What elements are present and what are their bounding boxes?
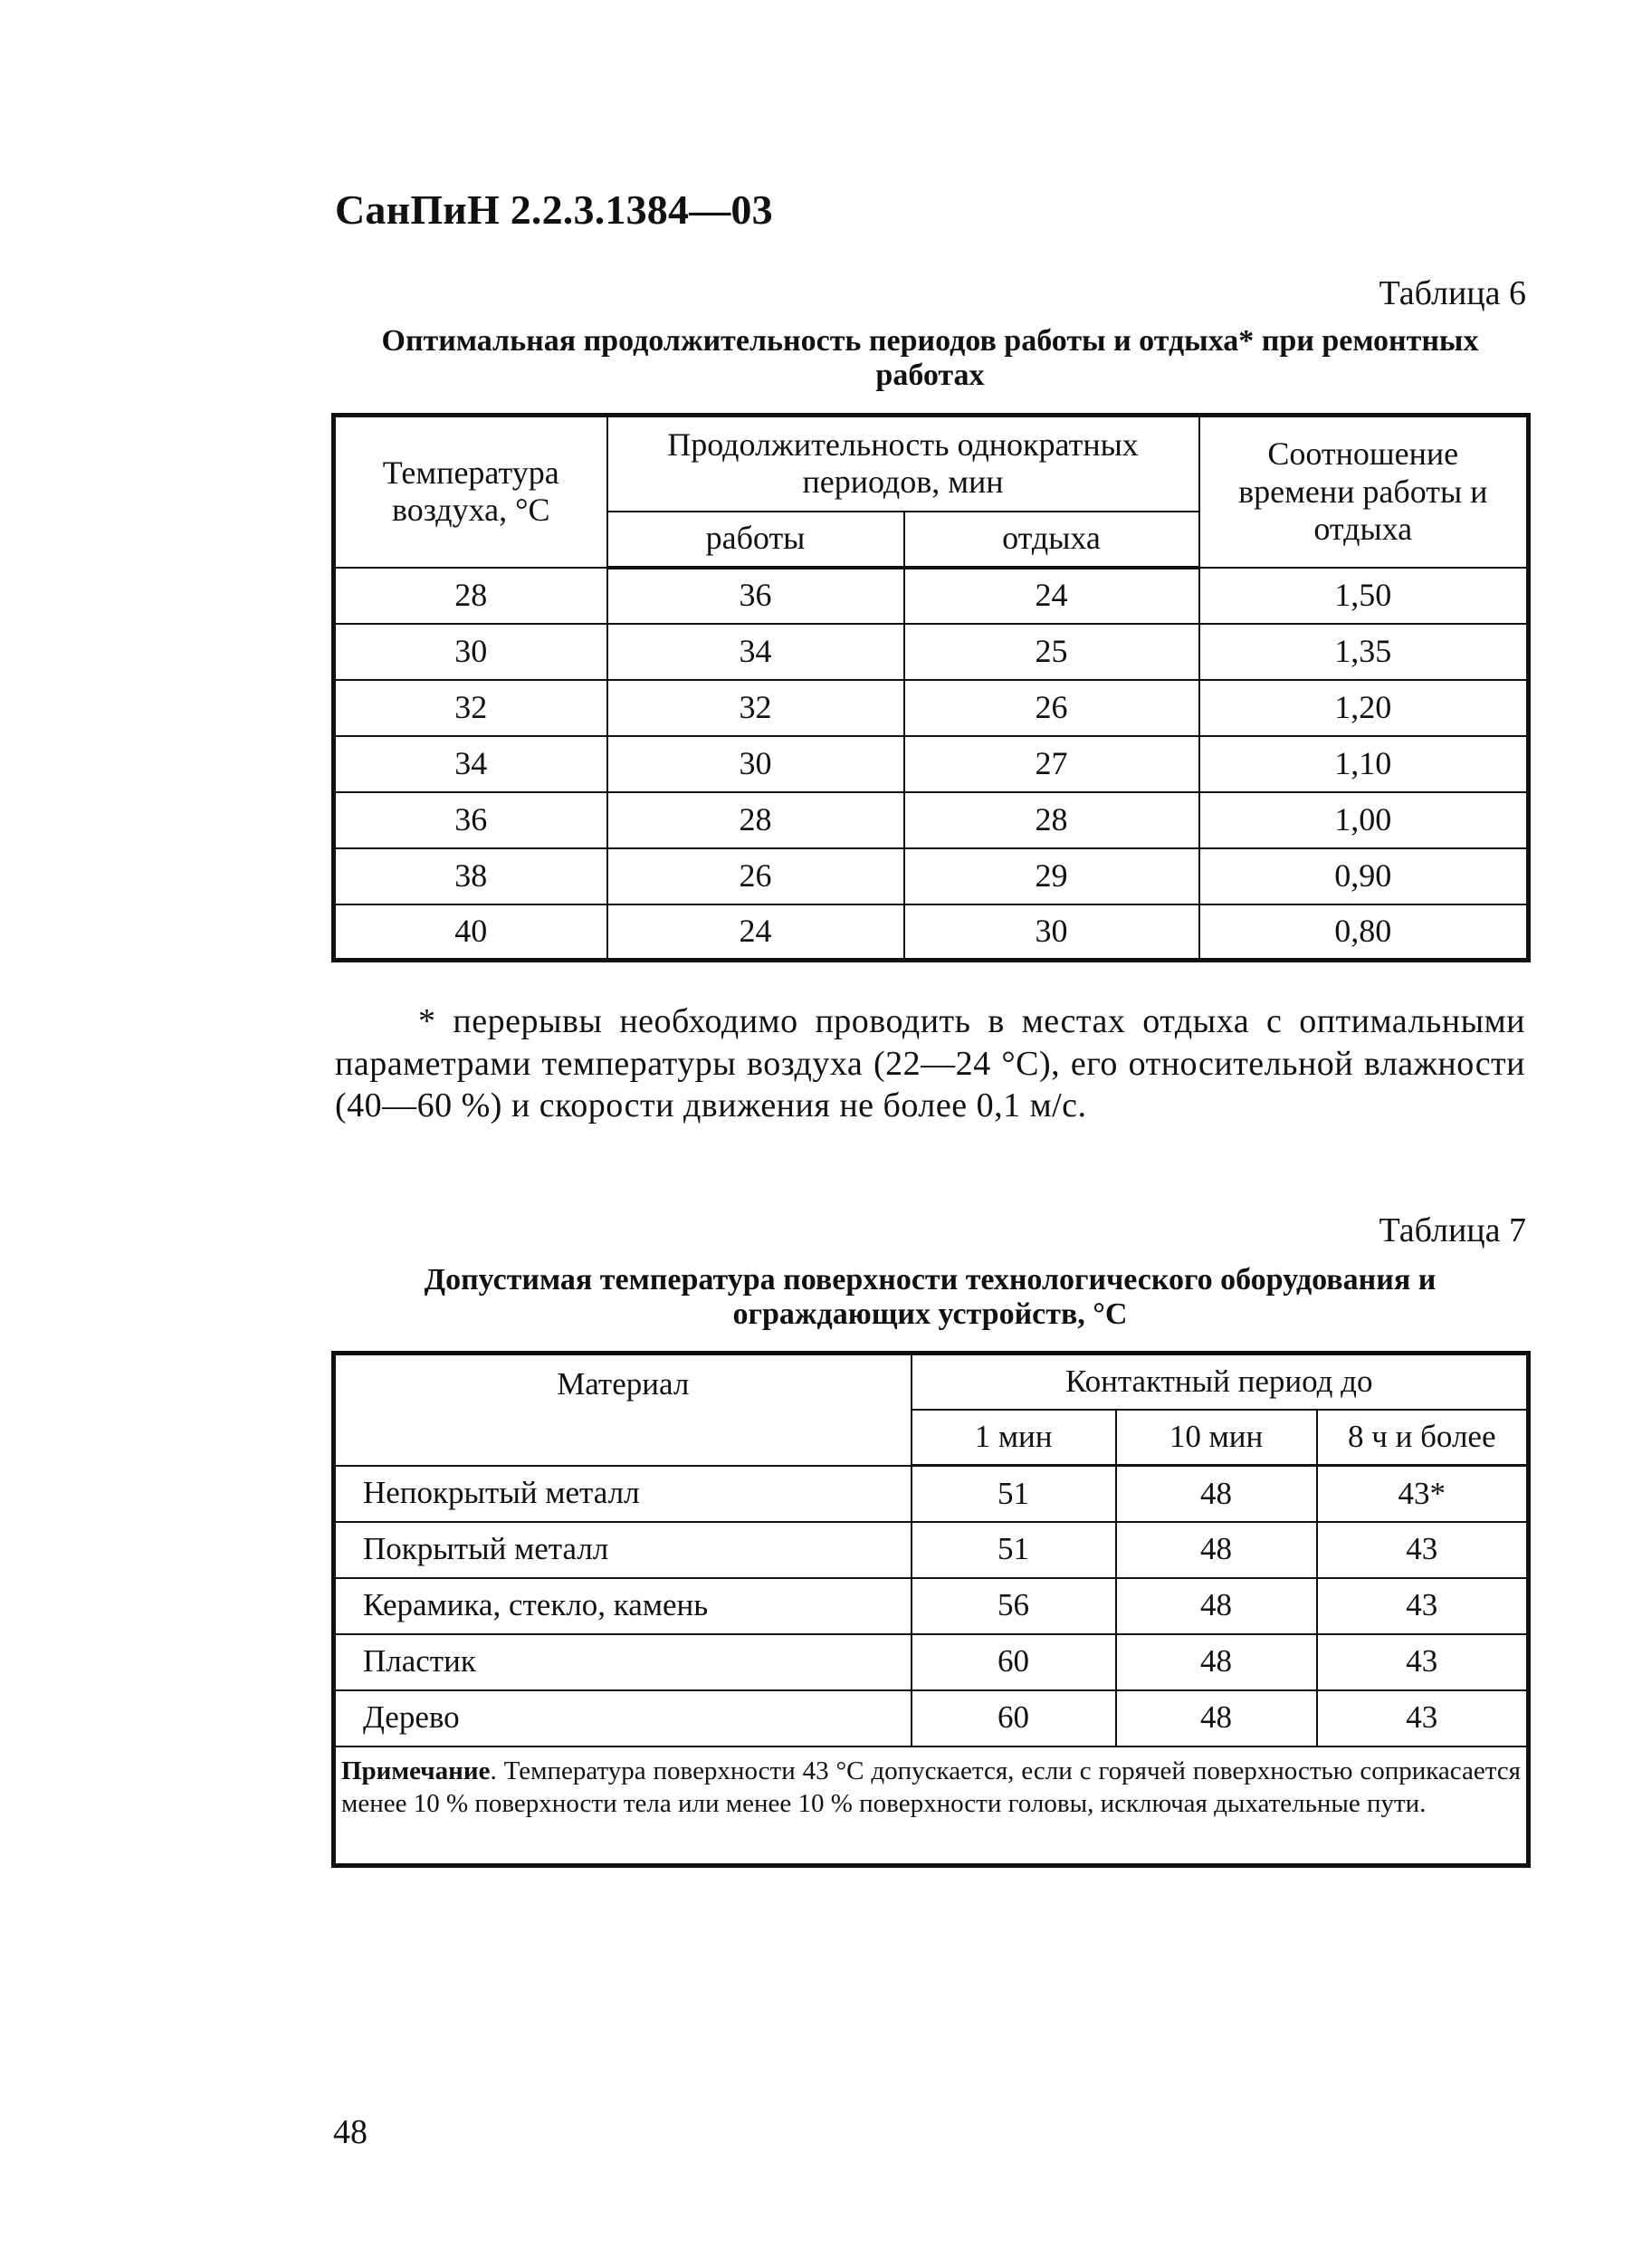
table6-header-duration: Продолжительность однократных периодов, мин (607, 416, 1199, 512)
table7-note (334, 1746, 1529, 1866)
table6-cell-temp: 32 (334, 680, 607, 736)
table-row (334, 1466, 1529, 1522)
table7-cell-10min: 48 (1116, 1690, 1317, 1746)
table7-cell-material: Керамика, стекло, камень (334, 1578, 912, 1634)
table6-cell-temp: 36 (334, 792, 607, 848)
table7-header-material: Материал (334, 1354, 912, 1466)
table7-header-10min: 10 мин (1116, 1410, 1317, 1466)
table7-cell-8h: 43 (1317, 1522, 1529, 1578)
table6-cell-rest: 28 (904, 792, 1199, 848)
table6-footnote: * перерывы необходимо проводить в местах отдыха с оптимальными параметрами температуры воздуха (22—24 °С), его относительной влажности (40—60 %) и скорости движения не более 0,1 м/с. (335, 1002, 1525, 1125)
table7-cell-1min: 51 (912, 1466, 1116, 1522)
table-row (334, 1522, 1529, 1578)
table7-header-1min: 1 мин (912, 1410, 1116, 1466)
table7-cell-8h: 43 (1317, 1634, 1529, 1690)
table6-cell-ratio: 1,20 (1199, 680, 1529, 736)
table7-note-label: Примечание (341, 1756, 491, 1785)
table7-cell-material: Непокрытый металл (334, 1466, 912, 1522)
table7-label: Таблица 7 (1379, 1211, 1526, 1249)
table7-cell-material: Покрытый металл (334, 1522, 912, 1578)
table7-cell-material: Пластик (334, 1634, 912, 1690)
table6-cell-work: 36 (607, 568, 904, 624)
table6-cell-ratio: 1,10 (1199, 736, 1529, 792)
table6-cell-rest: 26 (904, 680, 1199, 736)
table6-cell-ratio: 0,80 (1199, 904, 1529, 961)
table-row (334, 904, 1529, 961)
table7-cell-1min: 60 (912, 1690, 1116, 1746)
table6-cell-work: 34 (607, 624, 904, 680)
table7-header-8h: 8 ч и более (1317, 1410, 1529, 1466)
table6-cell-rest: 30 (904, 904, 1199, 961)
table6-cell-ratio: 1,50 (1199, 568, 1529, 624)
table6-cell-rest: 25 (904, 624, 1199, 680)
document-id: СанПиН 2.2.3.1384—03 (335, 187, 773, 233)
table7-cell-1min: 60 (912, 1634, 1116, 1690)
table7-cell-10min: 48 (1116, 1578, 1317, 1634)
table7-cell-10min: 48 (1116, 1466, 1317, 1522)
table6-cell-rest: 27 (904, 736, 1199, 792)
table-row (334, 624, 1529, 680)
table6-cell-work: 24 (607, 904, 904, 961)
table7-cell-1min: 51 (912, 1522, 1116, 1578)
table6-header-rest: отдыха (904, 512, 1199, 568)
table7-note-text: . Температура поверхности 43 °С допускается, если с горячей поверхностью соприкасается менее 10 % поверхности тела или менее 10 % поверхности головы, исключая дыхательные пути. (341, 1756, 1521, 1819)
table7-cell-8h: 43 (1317, 1578, 1529, 1634)
table7-cell-10min: 48 (1116, 1522, 1317, 1578)
page-number: 48 (333, 2113, 368, 2151)
table7 (331, 1351, 1531, 1868)
table7-title: Допустимая температура поверхности технологического оборудования и ограждающих устройств, °С (424, 1263, 1437, 1332)
table6-label: Таблица 6 (1379, 274, 1526, 312)
table6-cell-work: 32 (607, 680, 904, 736)
table6-cell-temp: 28 (334, 568, 607, 624)
table-row (334, 848, 1529, 904)
table7-cell-material: Дерево (334, 1690, 912, 1746)
table6-cell-work: 30 (607, 736, 904, 792)
table-row (334, 736, 1529, 792)
table7-cell-8h: 43* (1317, 1466, 1529, 1522)
table6-cell-temp: 38 (334, 848, 607, 904)
table6-cell-ratio: 0,90 (1199, 848, 1529, 904)
table6-cell-work: 26 (607, 848, 904, 904)
table-row (334, 1634, 1529, 1690)
table7-note-row (334, 1746, 1529, 1866)
table-row (334, 792, 1529, 848)
table-row (334, 680, 1529, 736)
table7-cell-8h: 43 (1317, 1690, 1529, 1746)
table7-cell-10min: 48 (1116, 1634, 1317, 1690)
table-row (334, 1690, 1529, 1746)
table6-cell-temp: 30 (334, 624, 607, 680)
table6-header-ratio: Соотношение времени работы и отдыха (1199, 416, 1529, 568)
table6-cell-ratio: 1,00 (1199, 792, 1529, 848)
table6-cell-rest: 24 (904, 568, 1199, 624)
table6-header-temperature: Температура воздуха, °С (334, 416, 607, 568)
table-row (334, 568, 1529, 624)
table6-header-work: работы (607, 512, 904, 568)
table6-title: Оптимальная продолжительность периодов работы и отдыха* при ремонтных работах (381, 324, 1479, 393)
table6-cell-ratio: 1,35 (1199, 624, 1529, 680)
table6-cell-temp: 40 (334, 904, 607, 961)
table7-header-contact: Контактный период до (912, 1354, 1529, 1410)
table6-cell-work: 28 (607, 792, 904, 848)
table6-cell-temp: 34 (334, 736, 607, 792)
table6-cell-rest: 29 (904, 848, 1199, 904)
table-row (334, 1578, 1529, 1634)
table7-cell-1min: 56 (912, 1578, 1116, 1634)
table6 (331, 413, 1531, 962)
